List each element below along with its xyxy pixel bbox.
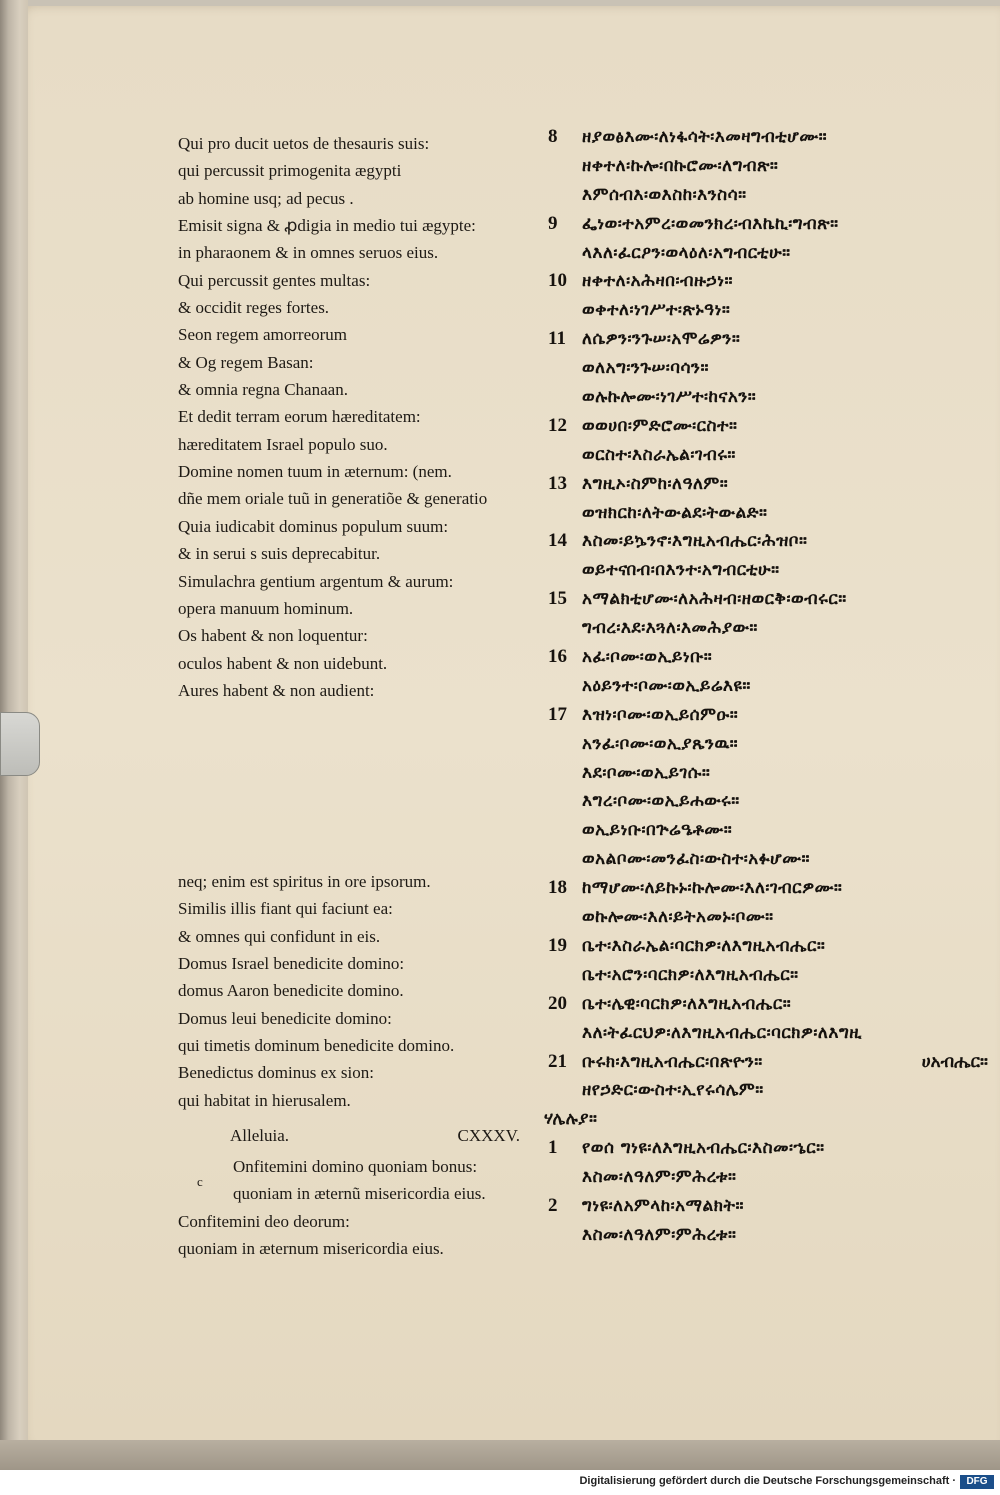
geez-text: ወቀተለ፡ነገሥተ፡ጽኑዓነ።: [582, 300, 731, 321]
latin-line: quoniam in æternum misericordia eius.: [178, 1239, 444, 1259]
footer-bar: [0, 1470, 1000, 1495]
geez-text: አዕይንተ፡ቦሙ፡ወኢይሬእዩ።: [582, 675, 751, 696]
geez-verse-line: [548, 239, 988, 268]
latin-line: quoniam in æternũ misericordia eius.: [233, 1184, 486, 1204]
latin-line: Confitemini deo deorum:: [178, 1211, 350, 1231]
geez-verse-line: [548, 152, 988, 181]
latin-line: Emisit signa & ꝓdigia in medio tui ægypte:: [178, 216, 476, 236]
geez-text: እስመ፡ለዓለም፡ምሕረቱ።: [582, 1167, 737, 1188]
geez-text: ግብረ፡እደ፡እጓለ፡እመሕያው።: [582, 618, 758, 639]
latin-column-bottom: [178, 868, 528, 1114]
geez-verse-line: [548, 412, 988, 441]
latin-line: & occidit reges fortes.: [178, 298, 330, 318]
geez-verse-line: [548, 499, 988, 528]
geez-verse-line: [548, 701, 988, 730]
latin-line: qui habitat in hierusalem.: [178, 1090, 351, 1110]
latin-line: hæreditatem Israel populo suo.: [178, 434, 388, 454]
geez-verse-line: [548, 845, 988, 874]
geez-text: እምሰብእ፡ወእስከ፡እንስሳ።: [582, 184, 747, 205]
latin-psalm: [178, 1153, 528, 1262]
dfg-logo: DFG: [960, 1475, 994, 1489]
geez-text: እስመ፡ለዓለም፡ምሕረቱ።: [582, 1224, 737, 1245]
latin-line: qui percussit primogenita ægypti: [178, 161, 402, 181]
geez-text: ወይተናበብ፡በእንተ፡አግብርቲሁ።: [582, 560, 780, 581]
verse-number: 2: [548, 1194, 558, 1216]
latin-line: Similis illis fiant qui faciunt ea:: [178, 899, 393, 919]
latin-line: neq; enim est spiritus in ore ipsorum.: [178, 872, 431, 891]
page-clip: [0, 712, 40, 776]
latin-line: & omnia regna Chanaan.: [178, 380, 348, 400]
geez-verse-line: [548, 383, 988, 412]
geez-text: ዘያወፅእሙ፡ለነፋሳት፡እመዛግብቲሆሙ።: [582, 127, 828, 147]
geez-verse-line: [548, 1192, 988, 1221]
geez-verse-line: [548, 354, 988, 383]
latin-line: & in serui s suis deprecabitur.: [178, 544, 381, 564]
geez-verse-line: [548, 787, 988, 816]
verse-number: 14: [548, 530, 567, 552]
geez-verse-line: [548, 527, 988, 556]
geez-text: እዝነ፡ቦሙ፡ወኢይሰምዑ።: [582, 704, 739, 725]
verse-number: 19: [548, 934, 567, 956]
latin-line: Simulachra gentium argentum & aurum:: [178, 571, 454, 591]
geez-text: አንፈ፡ቦሙ፡ወኢያጼንዉ።: [582, 733, 739, 754]
latin-line: in pharaonem & in omnes seruos eius.: [178, 243, 439, 263]
geez-verse-line: [548, 874, 988, 903]
latin-line: Benedictus dominus ex sion:: [178, 1063, 374, 1083]
verse-number: 21: [548, 1050, 567, 1072]
geez-verse-line: [548, 932, 988, 961]
geez-verse-line: [548, 1048, 988, 1077]
geez-text: የወሰ ግነዩ፡ለእግዚአብሔር፡እስመ፡ኄር።: [582, 1138, 825, 1159]
geez-verse-line: [548, 903, 988, 932]
geez-text: እግረ፡ቦሙ፡ወኢይሐውሩ።: [582, 791, 740, 812]
geez-text: ላእለ፡ፈርዖን፡ወላዕለ፡አግብርቲሁ።: [582, 242, 791, 263]
geez-text: ቤተ፡አሮን፡ባርክዎ፡ለእግዚአብሔር።: [582, 964, 799, 985]
geez-verse-line: [548, 470, 988, 499]
geez-text: ወርስተ፡እስራኤል፡ገብሩ።: [582, 444, 736, 465]
verse-number: 20: [548, 992, 567, 1014]
verse-number: 13: [548, 472, 567, 494]
latin-line: qui timetis dominum benedicite domino.: [178, 1036, 455, 1056]
verse-number: 1: [548, 1137, 558, 1159]
geez-text: እግዚኦ፡ስምከ፡ለዓለም።: [582, 473, 729, 494]
geez-text: ሃሌሉያ።: [544, 1109, 598, 1130]
geez-verse-line: [548, 1076, 988, 1105]
geez-verse-line: [548, 816, 988, 845]
geez-text: ወአልቦሙ፡መንፈስ፡ውስተ፡አፉሆሙ።: [582, 849, 810, 870]
geez-verse-line: [548, 672, 988, 701]
geez-text: ግነዩ፡ለአምላከ፡አማልክት።: [582, 1195, 744, 1216]
latin-line: Et dedit terram eorum hæreditatem:: [178, 407, 421, 427]
geez-text: እደ፡ቦሙ፡ወኢይገሱ።: [582, 762, 711, 783]
geez-verse-line: [548, 759, 988, 788]
verse-number: 11: [548, 328, 566, 350]
geez-column: [544, 123, 988, 1250]
geez-text: ዘቀተለ፡አሕዛበ፡ብዙኃነ።: [582, 271, 733, 292]
geez-text: ቡሩክ፡እግዚአብሔር፡በጽዮን።: [582, 1051, 763, 1072]
geez-text: ዘቀተለ፡ኩሎ፡በኩሮሙ፡ለግብጽ።: [582, 155, 779, 176]
geez-overflow-text: ሀአብሔር።: [921, 1051, 988, 1072]
verse-number: 8: [548, 126, 558, 147]
latin-line: Domus Israel benedicite domino:: [178, 954, 405, 974]
latin-line: Domus leui benedicite domino:: [178, 1008, 392, 1028]
geez-text: ወሉኩሎሙ፡ነገሥተ፡ከናአን።: [582, 387, 757, 408]
latin-column-top: [178, 130, 528, 704]
latin-line: Qui pro ducit uetos de thesauris suis:: [178, 134, 430, 153]
geez-verse-line: [548, 267, 988, 296]
latin-line: domus Aaron benedicite domino.: [178, 981, 404, 1001]
geez-text: አፈ፡ቦሙ፡ወኢይነቡ።: [582, 647, 713, 668]
verse-number: 9: [548, 212, 558, 234]
verse-number: 10: [548, 270, 567, 292]
geez-verse-line: [548, 643, 988, 672]
geez-text: ወኢይነቡ፡በጕሬዔቶሙ።: [582, 820, 733, 841]
footer-credit: Digitalisierung gefördert durch die Deutsche Forschungsgemeinschaft ·: [579, 1475, 956, 1487]
latin-line: & omnes qui confidunt in eis.: [178, 926, 381, 946]
geez-text: ከማሆሙ፡ለይኩኑ፡ኩሎሙ፡እለ፡ገብርዎሙ።: [582, 878, 843, 899]
latin-line: oculos habent & non uidebunt.: [178, 653, 388, 673]
verse-number: 17: [548, 703, 567, 725]
latin-line: dñe mem oriale tuũ in generatiõe & generatio: [178, 489, 488, 509]
latin-line: Seon regem amorreorum: [178, 325, 347, 345]
verse-number: 18: [548, 877, 567, 899]
geez-text: ፌነወ፡ተአምረ፡ወመንክረ፡ብእኬኪ፡ግብጽ።: [582, 213, 839, 234]
geez-text: ቤተ፡ሌዊ፡ባርክዎ፡ለእግዚአብሔር።: [582, 993, 792, 1014]
geez-verse-line: [548, 1163, 988, 1192]
geez-verse-line: [548, 210, 988, 239]
geez-verse-line: [548, 1134, 988, 1163]
geez-verse-line: [548, 730, 988, 759]
verse-number: 12: [548, 414, 567, 436]
initial-letter: c: [197, 1174, 203, 1189]
geez-text: ወወሀበ፡ምድሮሙ፡ርስተ።: [582, 415, 738, 436]
verse-number: 16: [548, 646, 567, 668]
geez-text: አማልክቲሆሙ፡ለአሕዛብ፡ዘወርቅ፡ወብሩር።: [582, 589, 847, 610]
geez-verse-line: [548, 961, 988, 990]
geez-text: እለ፡ትፈርህዎ፡ለእግዚአብሔር፡ባርክዎ፡ለእግዚ: [582, 1022, 863, 1043]
verse-number: 15: [548, 588, 567, 610]
geez-text: እስመ፡ይኴንኖ፡እግዚአብሔር፡ሕዝቦ።: [582, 531, 808, 552]
geez-text: ለሴዎን፡ንጉሠ፡አሞሬዎን።: [582, 329, 741, 350]
geez-verse-line: [548, 123, 988, 152]
page-bottom-shadow: [0, 1440, 1000, 1470]
latin-line: Qui percussit gentes multas:: [178, 270, 371, 290]
psalm-heading-number: CXXXV.: [457, 1126, 520, 1145]
latin-line: Domine nomen tuum in æternum: (nem.: [178, 462, 452, 482]
geez-verse-line: [548, 325, 988, 354]
latin-line: Os habent & non loquentur:: [178, 626, 368, 646]
geez-text: ወኩሎሙ፡እለ፡ይትአመኑ፡ቦሙ።: [582, 907, 774, 928]
geez-verse-line: [548, 296, 988, 325]
geez-text: ወዝክርከ፡ለትውልደ፡ትውልድ።: [582, 502, 768, 523]
geez-verse-line: [548, 181, 988, 210]
psalm-heading-alleluia: Alleluia.: [230, 1126, 290, 1145]
geez-text: ወለአግ፡ንጉሠ፡ባሳን።: [582, 358, 709, 379]
latin-line: opera manuum hominum.: [178, 598, 354, 618]
geez-verse-line: [548, 1221, 988, 1250]
geez-verse-line: [548, 441, 988, 470]
geez-verse-line: [548, 585, 988, 614]
latin-line: Onfitemini domino quoniam bonus:: [233, 1157, 478, 1176]
latin-line: ab homine usq; ad pecus .: [178, 188, 354, 208]
latin-line: Quia iudicabit dominus populum suum:: [178, 516, 449, 536]
latin-line: & Og regem Basan:: [178, 352, 314, 372]
geez-verse-line: [548, 990, 988, 1019]
geez-text: ቤተ፡እስራኤል፡ባርክዎ፡ለእግዚአብሔር።: [582, 935, 826, 956]
latin-line: Aures habent & non audient:: [178, 680, 375, 700]
geez-verse-line: [548, 1019, 988, 1048]
geez-verse-line: [548, 614, 988, 643]
geez-verse-line: [548, 556, 988, 585]
psalm-heading: [230, 1126, 520, 1146]
geez-text: ዘየኃድር፡ውስተ፡ኢየሩሳሌም።: [582, 1080, 764, 1101]
geez-heading: [544, 1105, 988, 1134]
